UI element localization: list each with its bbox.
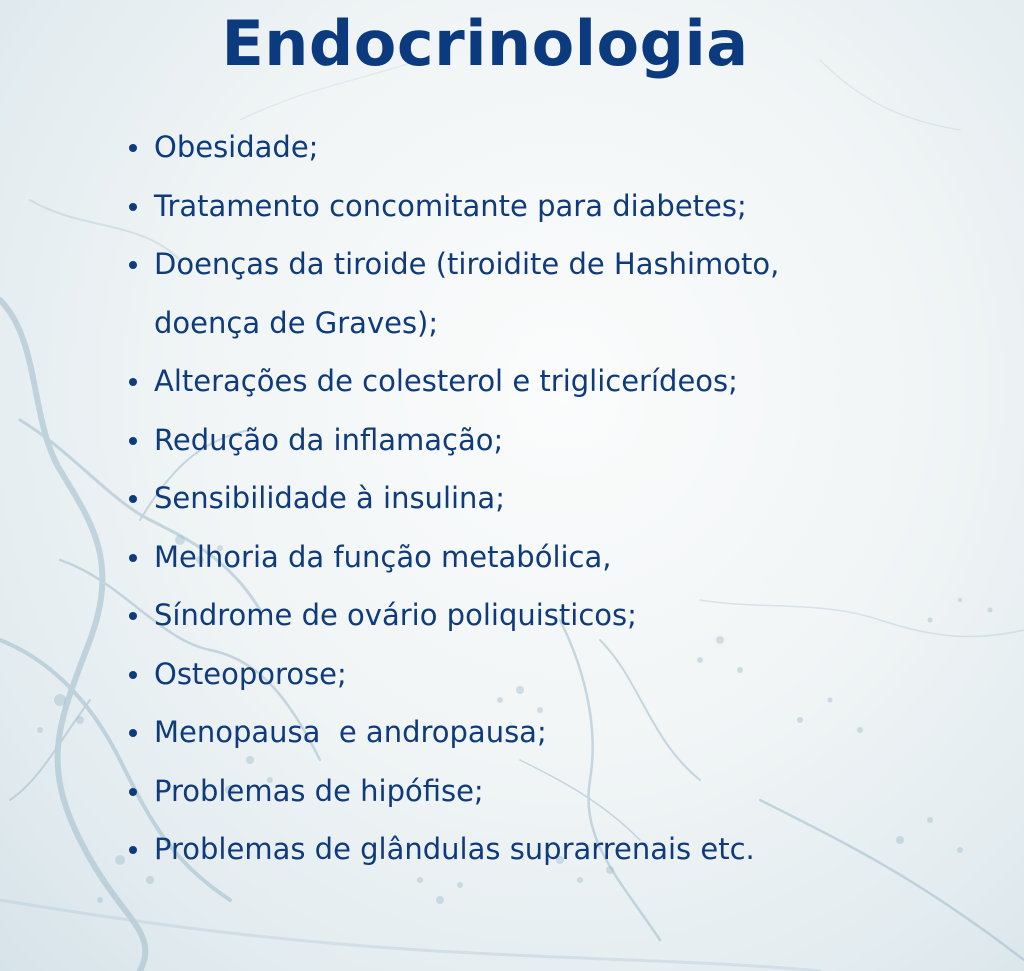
list-item xyxy=(127,235,779,352)
list-item-text: Problemas de hipófise; xyxy=(154,773,484,808)
endocrinology-topics-list xyxy=(127,118,779,879)
bullet-icon xyxy=(129,203,137,211)
page-title: Endocrinologia xyxy=(221,7,749,80)
list-item xyxy=(127,645,779,704)
list-item-text: Osteoporose; xyxy=(154,656,347,691)
list-item-text: Menopausa e andropausa; xyxy=(154,715,547,749)
bullet-icon xyxy=(129,671,137,679)
list-item xyxy=(127,469,779,528)
bullet-icon xyxy=(129,495,137,503)
bullet-icon xyxy=(129,554,137,562)
list-item xyxy=(127,586,779,645)
list-item xyxy=(127,411,779,470)
bullet-icon xyxy=(129,437,137,445)
list-item-text: Tratamento concomitante para diabetes; xyxy=(154,188,747,223)
bullet-icon xyxy=(129,846,137,854)
list-item-text: Melhoria da função metabólica, xyxy=(154,539,612,574)
bullet-icon xyxy=(129,729,137,737)
list-item xyxy=(127,820,779,879)
bullet-icon xyxy=(129,378,137,386)
list-item-text: Obesidade; xyxy=(154,130,319,164)
list-item-text-continued: doença de Graves); xyxy=(154,305,439,340)
list-item xyxy=(127,118,779,177)
bullet-icon xyxy=(129,261,137,269)
list-item xyxy=(127,703,779,762)
list-item xyxy=(127,528,779,587)
list-item-text: Redução da inflamação; xyxy=(154,422,504,457)
list-item xyxy=(127,352,779,411)
bullet-icon xyxy=(129,144,137,152)
list-item-text: Problemas de glândulas suprarrenais etc. xyxy=(154,832,755,866)
bullet-icon xyxy=(129,788,137,796)
list-item xyxy=(127,762,779,821)
list-item-text: Sensibilidade à insulina; xyxy=(154,481,505,515)
list-item-text: Alterações de colesterol e triglicerídeos; xyxy=(154,364,738,398)
list-item xyxy=(127,177,779,236)
list-item-text: Síndrome de ovário poliquisticos; xyxy=(154,598,637,632)
bullet-icon xyxy=(129,612,137,620)
list-item-text: Doenças da tiroide (tiroidite de Hashimoto, xyxy=(154,247,780,281)
